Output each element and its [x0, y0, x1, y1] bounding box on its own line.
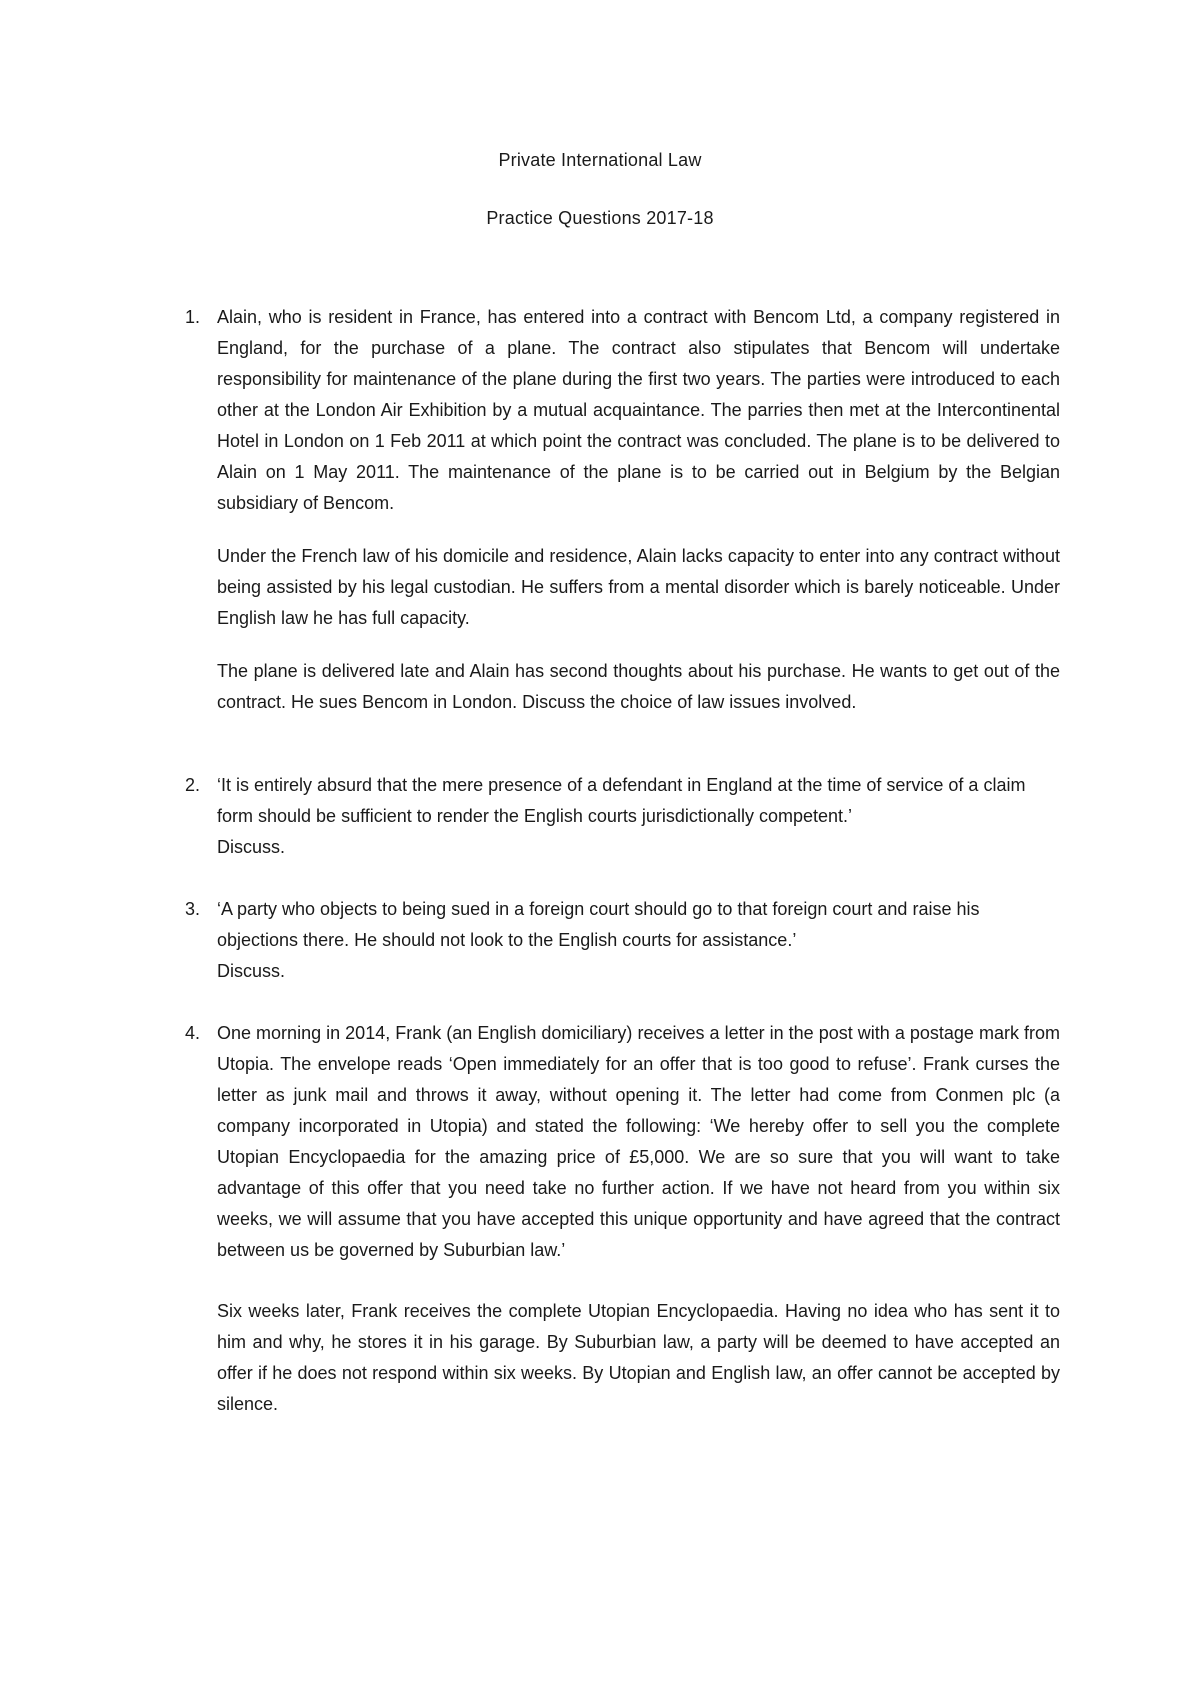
question-number: 1. — [185, 307, 201, 327]
question-body — [217, 302, 1060, 718]
question-4 — [185, 1018, 1060, 1420]
question-paragraph: Six weeks later, Frank receives the complete Utopian Encyclopaedia. Having no idea who has sent it to him and why, he stores it in his garage. By Suburbian law, a party will be deemed to have accepted an offer if he does not respond within six weeks. By Utopian and English law, an offer cannot be accepted by silence. — [217, 1301, 1060, 1414]
title-block — [0, 148, 1200, 230]
question-body — [217, 770, 1060, 863]
question-1 — [185, 302, 1060, 718]
question-body — [217, 1018, 1060, 1420]
question-paragraph: One morning in 2014, Frank (an English domiciliary) receives a letter in the post with a postage mark from Utopia. The envelope reads ‘Open immediately for an offer that is too good to refuse’. Frank curses the letter as junk mail and throws it away, without opening it. The letter had come from Conmen plc (a company incorporated in Utopia) and stated the following: ‘We hereby offer to sell you the complete Utopian Encyclopaedia for the amazing price of £5,000. We are so sure that you will want to take advantage of this offer that you need take no further action. If we have not heard from you within six weeks, we will assume that you have accepted this unique opportunity and have agreed that the contract between us be governed by Suburbian law.’ — [217, 1023, 1060, 1260]
question-3 — [185, 894, 1060, 987]
question-paragraph: Under the French law of his domicile and residence, Alain lacks capacity to enter into any contract without being assisted by his legal custodian. He suffers from a mental disorder which is barely noticeable. Under English law he has full capacity. — [217, 546, 1060, 628]
document-subtitle: Practice Questions 2017-18 — [486, 208, 714, 228]
question-number: 2. — [185, 775, 201, 795]
document-title: Private International Law — [498, 150, 702, 170]
question-number: 4. — [185, 1023, 201, 1043]
question-body — [217, 894, 1060, 987]
question-paragraph: ‘A party who objects to being sued in a foreign court should go to that foreign court and raise his objections there. He should not look to the English courts for assistance.’ — [217, 899, 980, 950]
question-paragraph: Discuss. — [217, 961, 286, 981]
question-paragraph: The plane is delivered late and Alain has second thoughts about his purchase. He wants to get out of the contract. He sues Bencom in London. Discuss the choice of law issues involved. — [217, 661, 1060, 712]
question-2 — [185, 770, 1060, 863]
question-paragraph: ‘It is entirely absurd that the mere presence of a defendant in England at the time of service of a claim form should be sufficient to render the English courts jurisdictionally competent.’ — [217, 775, 1026, 826]
question-paragraph: Alain, who is resident in France, has entered into a contract with Bencom Ltd, a company registered in England, for the purchase of a plane. The contract also stipulates that Bencom will undertake responsibility for maintenance of the plane during the first two years. The parties were introduced to each other at the London Air Exhibition by a mutual acquaintance. The parries then met at the Intercontinental Hotel in London on 1 Feb 2011 at which point the contract was concluded. The plane is to be delivered to Alain on 1 May 2011. The maintenance of the plane is to be carried out in Belgium by the Belgian subsidiary of Bencom. — [217, 307, 1060, 513]
question-paragraph: Discuss. — [217, 837, 286, 857]
question-number: 3. — [185, 899, 201, 919]
